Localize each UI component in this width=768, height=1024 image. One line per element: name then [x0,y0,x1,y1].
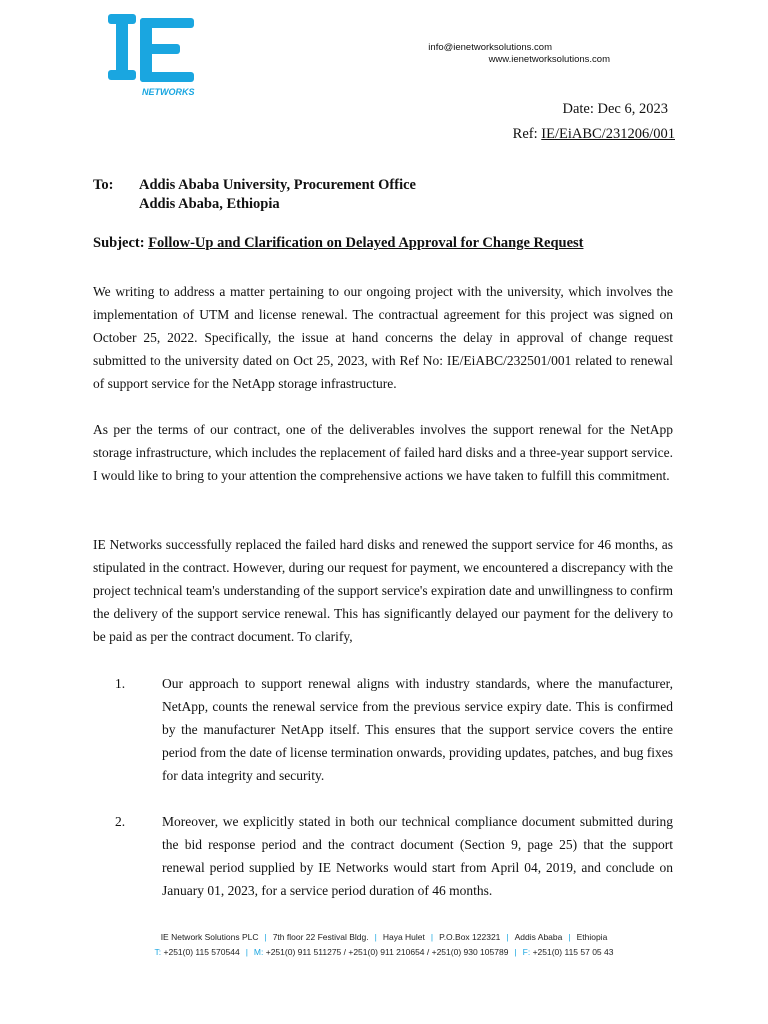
website[interactable]: www.ienetworksolutions.com [488,54,610,65]
footer-address: IE Network Solutions PLC | 7th floor 22 Festival Bldg. | Haya Hulet | P.O.Box 122321 | Addis Ababa | Ethiopia [160,932,608,942]
tel-label: T: [154,947,162,957]
list-number: 2. [115,814,126,829]
paragraph: IE Networks successfully replaced the failed hard disks and renewed the support service for 46 months, as stipulated in the contract. However, during our request for payment, we encountered a discrepancy with the project technical team's understanding of the support service's expiration date and unwillingness to confirm the delivery of the support service renewal. This has significantly delayed our payment for the delivery to be paid as per the contract document. To clarify, [93,537,673,644]
list-number: 1. [115,676,126,691]
list-text: Moreover, we explicitly stated in both our technical compliance document submitted during the bid response period and the contract document (Section 9, page 25) that the support renewal period supplied by IE Networks would start from April 04, 2019, and conclude on January 01, 2023, for a service period duration of 46 months. [162,814,673,898]
contact-block [380,42,610,66]
mobile-label: M: [253,947,264,957]
subject-text: Follow-Up and Clarification on Delayed Approval for Change Request [148,235,584,251]
footer-tel: +251(0) 115 570544 [163,947,240,957]
recipient-line-1: Addis Ababa University, Procurement Office [139,177,416,193]
paragraph: As per the terms of our contract, one of the deliverables involves the support renewal for the NetApp storage infrastructure, which includes the replacement of failed hard disks and a three-year support service. I would like to bring to your attention the comprehensive actions we have taken to fulfill this commitment. [93,422,673,483]
paragraph: We writing to address a matter pertaining to our ongoing project with the university, which involves the implementation of UTM and license renewal. The contractual agreement for this project was signed on October 25, 2022. Specifically, the issue at hand concerns the delay in approval of change request submitted to the university dated on Oct 25, 2023, with Ref No: IE/EiABC/232501/001 related to renewal of support service for the NetApp storage infrastructure. [93,284,673,391]
fax-label: F: [522,947,531,957]
footer-phones: T: +251(0) 115 570544 | M: +251(0) 911 511275 / +251(0) 911 210654 / +251(0) 930 105789 | F: +251(0) 115 57 05 43 [154,947,614,957]
to-label: To: [93,177,114,193]
recipient-line-2: Addis Ababa, Ethiopia [139,196,280,212]
footer-country: Ethiopia [576,932,608,942]
logo-subtitle: NETWORKS [142,87,195,97]
footer-floor: 7th floor 22 Festival Bldg. [272,932,369,942]
email[interactable]: info@ienetworksolutions.com [428,42,552,53]
footer-city: Addis Ababa [514,932,563,942]
subject-line [93,235,583,252]
footer-fax: +251(0) 115 57 05 43 [532,947,614,957]
footer-pobox: P.O.Box 122321 [439,932,501,942]
letter-ref [513,126,675,143]
company-logo [106,12,196,98]
list-text: Our approach to support renewal aligns with industry standards, where the manufacturer, NetApp, counts the renewal service from the previous service expiry date. This is confirmed by the manufacturer NetApp itself. This ensures that the support service covers the entire period from the date of license termination onwards, providing updates, patches, and bug fixes for data integrity and security. [162,676,673,783]
footer-company: IE Network Solutions PLC [160,932,259,942]
ref-label: Ref: [512,126,542,142]
ref-number: IE/EiABC/231206/001 [541,126,675,142]
footer-mobile: +251(0) 911 511275 / +251(0) 911 210654 / +251(0) 930 105789 [265,947,509,957]
footer-area: Haya Hulet [382,932,425,942]
letter-date: Date: Dec 6, 2023 [562,101,668,117]
subject-label: Subject: [93,235,149,251]
